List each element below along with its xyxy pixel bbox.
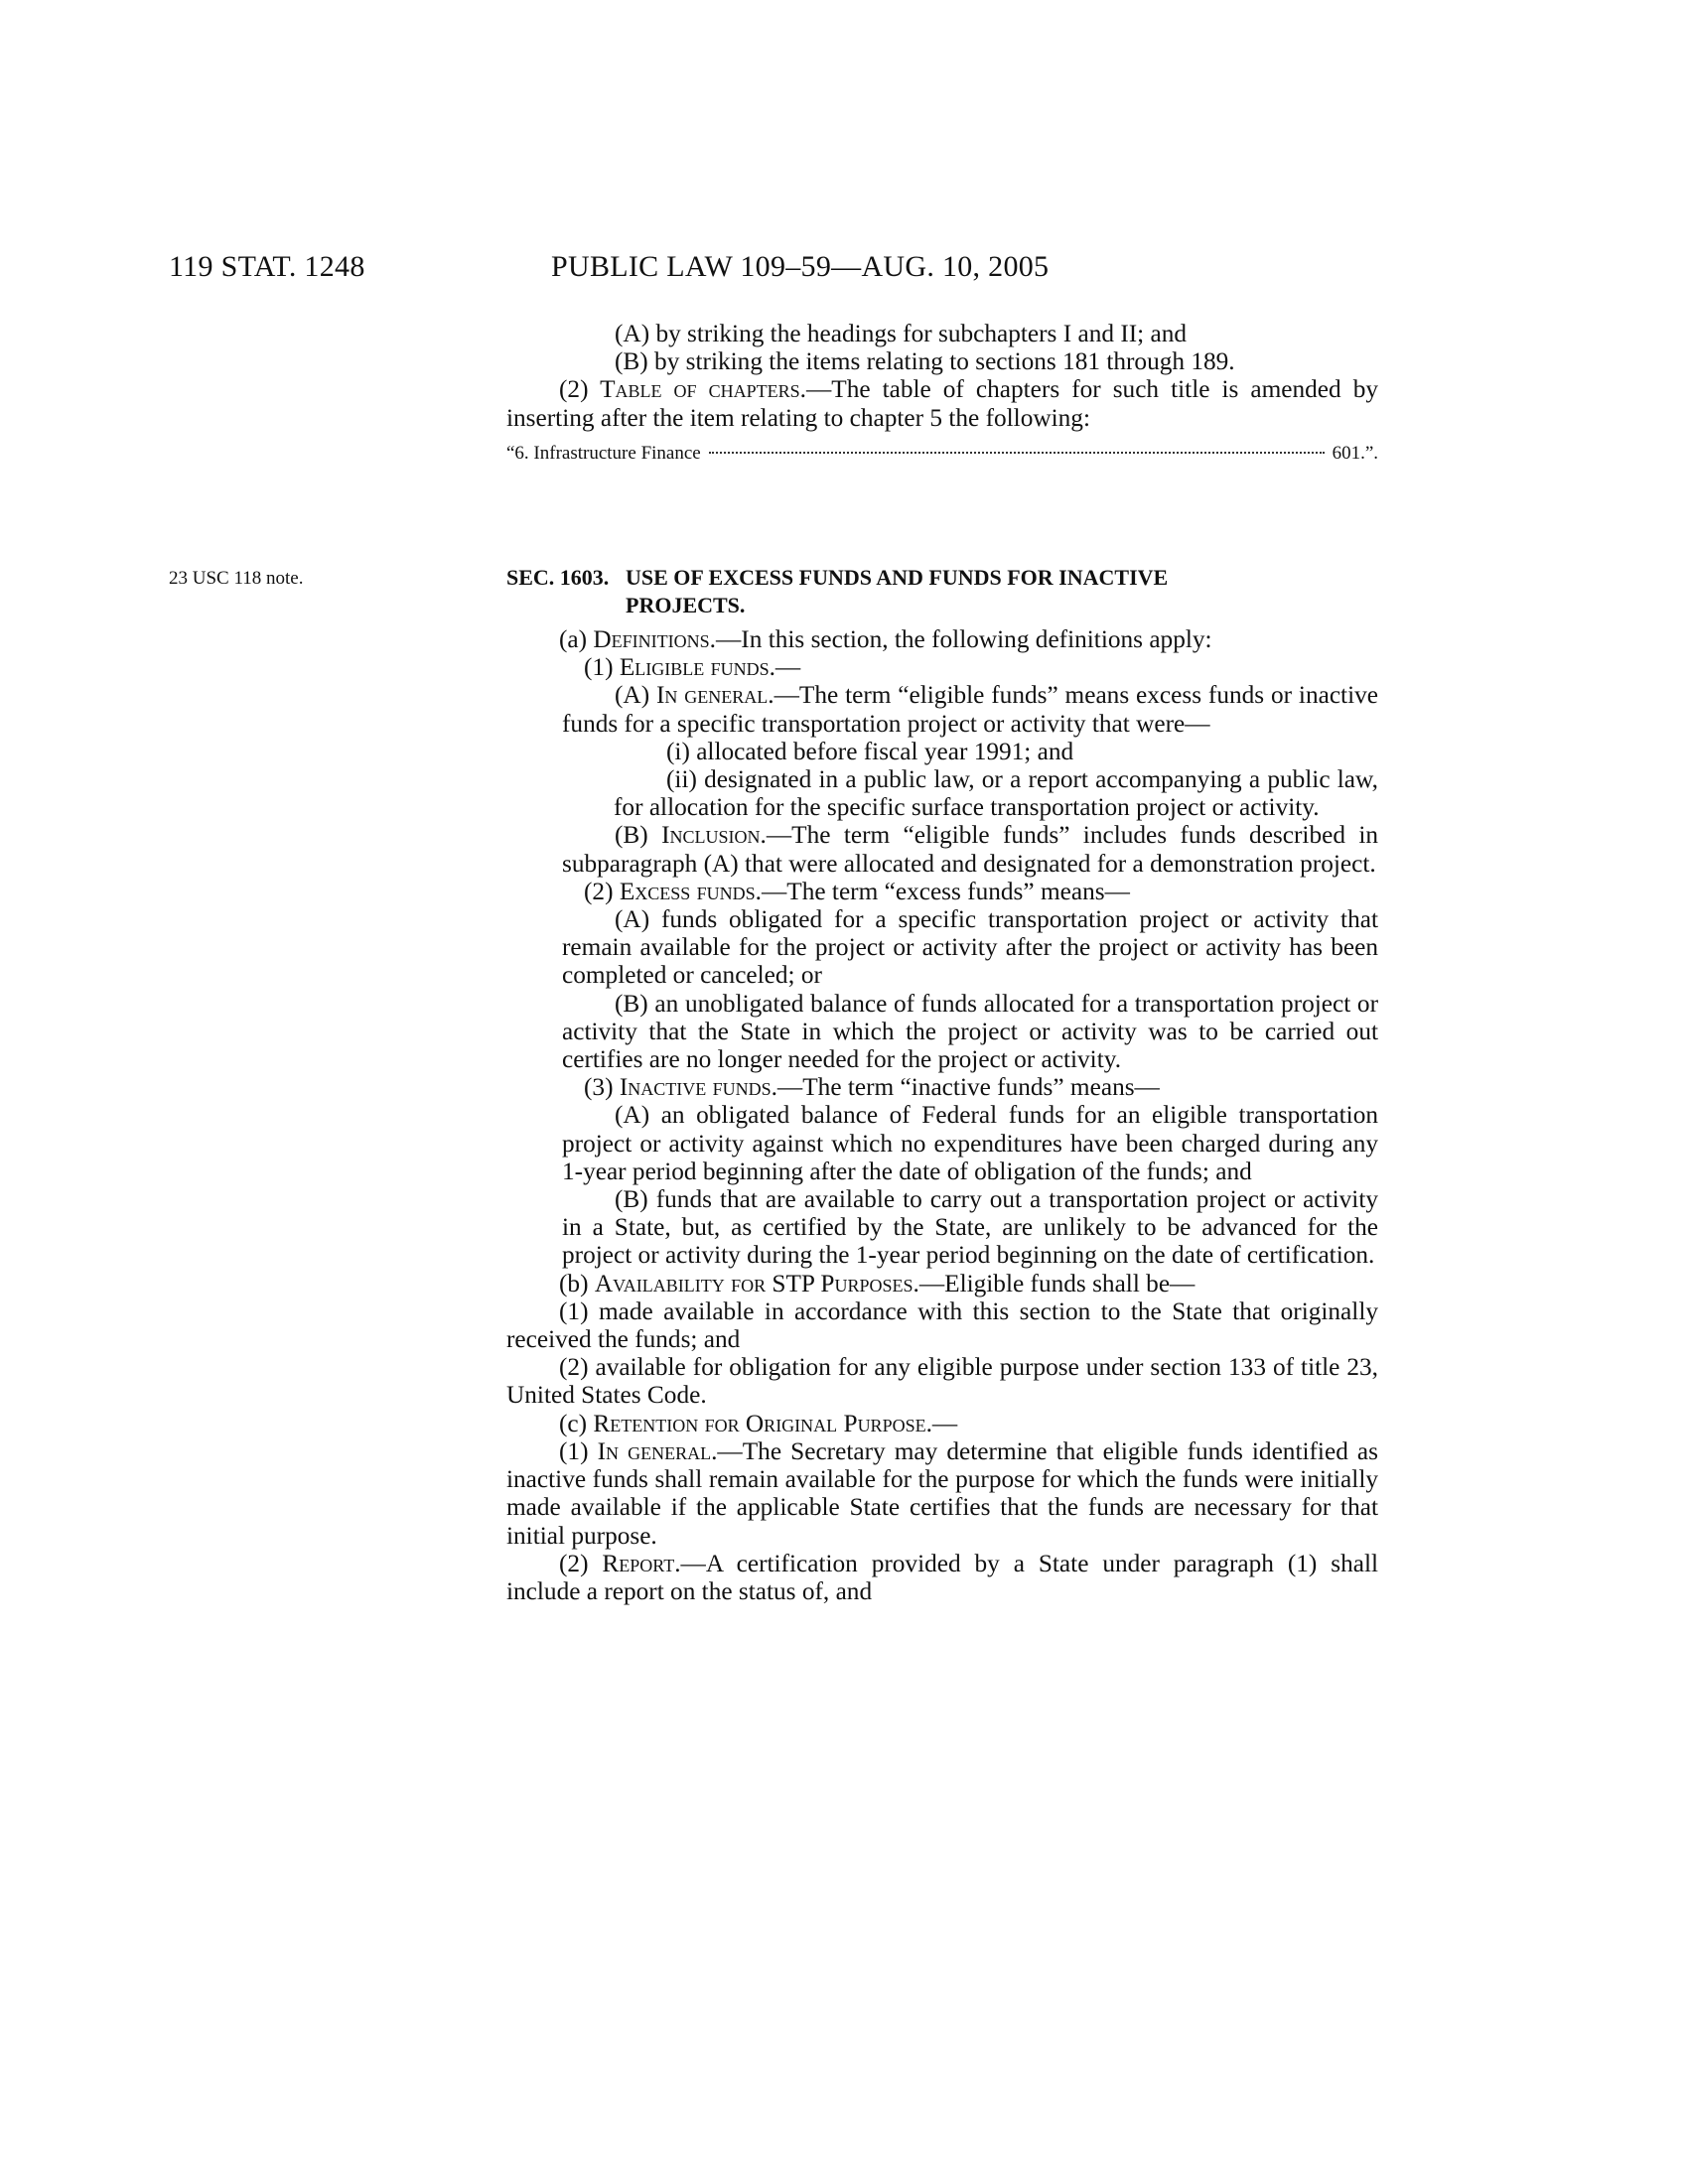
paragraph-lead: (2) bbox=[559, 1549, 603, 1577]
paragraph-lead: (A) bbox=[615, 681, 656, 710]
section-paragraph bbox=[562, 653, 1378, 681]
paragraph-heading: Inclusion bbox=[661, 821, 761, 850]
section-paragraph bbox=[562, 1101, 1378, 1185]
top-paragraph-1 bbox=[562, 347, 1378, 375]
page-header bbox=[0, 250, 1688, 290]
paragraph-text: (B) an unobligated balance of funds allocated for a transportation project or activity that the State in which the project or activity was to be carried out certifies are no longer needed for the project or activity. bbox=[562, 989, 1378, 1074]
paragraph-lead: (2) bbox=[584, 877, 620, 905]
section-paragraph bbox=[562, 905, 1378, 990]
paragraph-text: (1) made available in accordance with this section to the State that originally received the funds; and bbox=[506, 1297, 1378, 1354]
section-paragraph bbox=[614, 738, 1378, 765]
section-paragraph bbox=[506, 1353, 1378, 1409]
section-paragraph bbox=[562, 1185, 1378, 1270]
paragraph-heading: Excess funds bbox=[619, 877, 756, 905]
section-paragraph bbox=[562, 878, 1378, 905]
paragraph-text: (B) funds that are available to carry out a transportation project or activity in a State, but, as certified by the State, are unlikely to be advanced for the project or activity during the 1-year period beginning on the date of certification. bbox=[562, 1185, 1378, 1270]
paragraph-lead: (1) bbox=[559, 1436, 598, 1465]
toc-entry-page: 601.”. bbox=[1332, 442, 1378, 464]
section-paragraph bbox=[562, 681, 1378, 737]
paragraph-text: (A) funds obligated for a specific transportation project or activity that remain available for the project or activity after the project or activity has been completed or canceled; or bbox=[562, 905, 1378, 990]
section-title-line2: PROJECTS. bbox=[626, 593, 746, 617]
paragraph-heading: Report bbox=[602, 1549, 675, 1577]
paragraph-lead: (c) bbox=[559, 1409, 594, 1437]
paragraph-heading: Definitions bbox=[593, 625, 710, 653]
section-paragraph bbox=[506, 1437, 1378, 1550]
top-text-block bbox=[506, 320, 1378, 468]
toc-text: .—The table of chapters for such title is amended by inserting after the item relating to chapter 5 the following: bbox=[506, 375, 1379, 432]
section-title-line1: USE OF EXCESS FUNDS AND FUNDS FOR INACTIVE bbox=[626, 565, 1169, 590]
paragraph-text: .— bbox=[925, 1409, 958, 1437]
paragraph-text: .—The term “eligible funds” means excess funds or inactive funds for a specific transportation project or activity that were— bbox=[562, 681, 1378, 738]
paragraph-text: .—In this section, the following definitions apply: bbox=[709, 625, 1212, 653]
paragraph-text: (A) an obligated balance of Federal funds for an eligible transportation project or activity against which no expenditures have been charged during any 1-year period beginning after the date of obligation of the funds; and bbox=[562, 1101, 1378, 1185]
section-paragraph bbox=[506, 1550, 1378, 1605]
paragraph-text: .— bbox=[769, 653, 801, 682]
law-title: PUBLIC LAW 109–59—AUG. 10, 2005 bbox=[551, 250, 1050, 283]
top-paragraph-text: (A) by striking the headings for subchapters I and II; and bbox=[615, 320, 1188, 347]
paragraph-lead: (a) bbox=[559, 625, 594, 653]
paragraph-text: .—Eligible funds shall be— bbox=[913, 1269, 1196, 1297]
section-body bbox=[506, 625, 1378, 1605]
paragraph-text: (2) available for obligation for any eligible purpose under section 133 of title 23, United States Code. bbox=[506, 1353, 1378, 1410]
section-paragraph bbox=[562, 990, 1378, 1074]
toc-entry-title: “6. Infrastructure Finance bbox=[506, 442, 701, 464]
paragraph-heading: In general bbox=[655, 681, 769, 710]
section-paragraph bbox=[614, 765, 1378, 821]
paragraph-text: .—The term “eligible funds” includes funds described in subparagraph (A) that were allocated and designated for a demonstration project. bbox=[562, 821, 1379, 878]
toc-heading: able of chapters bbox=[615, 375, 800, 404]
section-heading bbox=[506, 564, 1378, 619]
section-paragraph bbox=[506, 625, 1378, 653]
paragraph-text: .—The Secretary may determine that eligible funds identified as inactive funds shall remain available for the purpose for which the funds were initially made available if the applicable State certifies that the funds are necessary for that initial purpose. bbox=[506, 1436, 1378, 1550]
paragraph-heading: Inactive funds bbox=[619, 1073, 772, 1102]
paragraph-heading: Availability for STP Purposes bbox=[594, 1269, 914, 1297]
paragraph-text: (ii) designated in a public law, or a report accompanying a public law, for allocation for the specific surface transportation project or activity. bbox=[614, 765, 1378, 822]
paragraph-heading: Eligible funds bbox=[619, 653, 770, 682]
paragraph-lead: (B) bbox=[615, 821, 662, 850]
section-paragraph bbox=[506, 1270, 1378, 1297]
section-paragraph bbox=[506, 1297, 1378, 1353]
stat-reference: 119 STAT. 1248 bbox=[169, 250, 365, 283]
toc-entry bbox=[506, 440, 1378, 468]
section-number: SEC. 1603. bbox=[506, 565, 610, 590]
paragraph-heading: Retention for Original Purpose bbox=[593, 1409, 926, 1437]
top-paragraph-0 bbox=[562, 320, 1378, 347]
table-of-chapters-paragraph bbox=[506, 375, 1378, 431]
top-paragraph-text: (B) by striking the items relating to sections 181 through 189. bbox=[615, 347, 1235, 376]
paragraph-lead: (3) bbox=[584, 1073, 620, 1102]
paragraph-text: .—The term “inactive funds” means— bbox=[771, 1073, 1160, 1102]
paragraph-text: .—The term “excess funds” means— bbox=[755, 877, 1130, 905]
paragraph-text: .—A certification provided by a State under paragraph (1) shall include a report on the status of, and bbox=[506, 1549, 1379, 1605]
section-paragraph bbox=[562, 821, 1378, 877]
section-paragraph bbox=[506, 1410, 1378, 1437]
paragraph-lead: (b) bbox=[559, 1269, 595, 1297]
paragraph-heading: In general bbox=[597, 1436, 712, 1465]
toc-lead: (2) T bbox=[559, 375, 616, 404]
dot-leader bbox=[709, 452, 1325, 454]
paragraph-lead: (1) bbox=[584, 653, 620, 682]
margin-note: 23 USC 118 note. bbox=[169, 568, 304, 589]
section-paragraph bbox=[562, 1073, 1378, 1101]
paragraph-text: (i) allocated before fiscal year 1991; and bbox=[666, 737, 1074, 765]
